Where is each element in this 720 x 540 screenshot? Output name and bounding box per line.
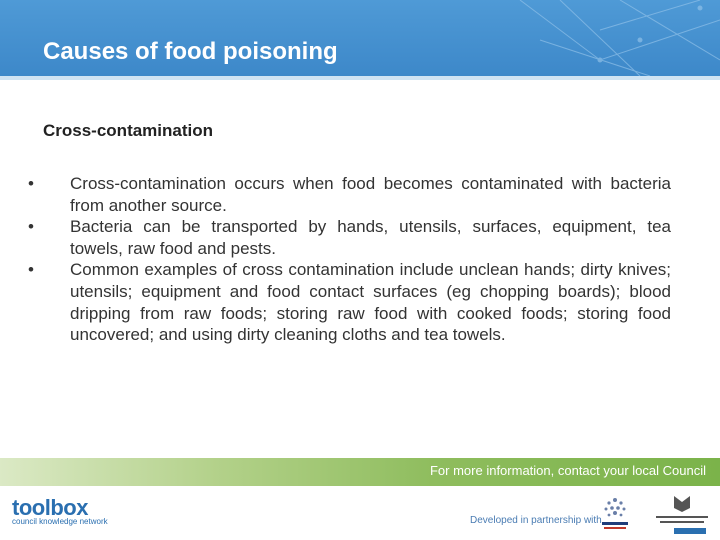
bullet-item — [28, 259, 671, 345]
slide-header — [0, 0, 720, 76]
footer-info-band — [0, 458, 720, 486]
bullet-item — [28, 173, 671, 216]
council-logo-icon — [598, 494, 632, 534]
bullet-marker: • — [28, 260, 34, 280]
section-heading: Cross-contamination — [43, 121, 214, 140]
bullet-list — [28, 173, 671, 346]
government-logo-icon — [652, 492, 712, 536]
bullet-text: Common examples of cross contamination include unclean hands; dirty knives; utensils; equipment and food contact surfaces (eg chopping boards); blood dripping from raw foods; storing raw food with cooked foods; storing food uncovered; and using dirty cleaning cloths and tea towels. — [70, 260, 671, 345]
toolbox-tagline: council knowledge network — [12, 517, 108, 526]
slide-title: Causes of food poisoning — [43, 38, 338, 65]
header-divider — [0, 76, 720, 80]
bullet-marker: • — [28, 217, 34, 237]
bullet-item — [28, 216, 671, 259]
toolbox-logo: toolbox — [12, 495, 88, 520]
bullet-text: Bacteria can be transported by hands, utensils, surfaces, equipment, tea towels, raw food and pests. — [70, 217, 671, 258]
footer-logos — [0, 486, 720, 540]
footer-info-message: For more information, contact your local Council — [429, 463, 706, 478]
bullet-text: Cross-contamination occurs when food becomes contaminated with bacteria from another source. — [70, 174, 671, 215]
bullet-marker: • — [28, 174, 34, 193]
partnership-text: Developed in partnership with — [470, 515, 602, 526]
